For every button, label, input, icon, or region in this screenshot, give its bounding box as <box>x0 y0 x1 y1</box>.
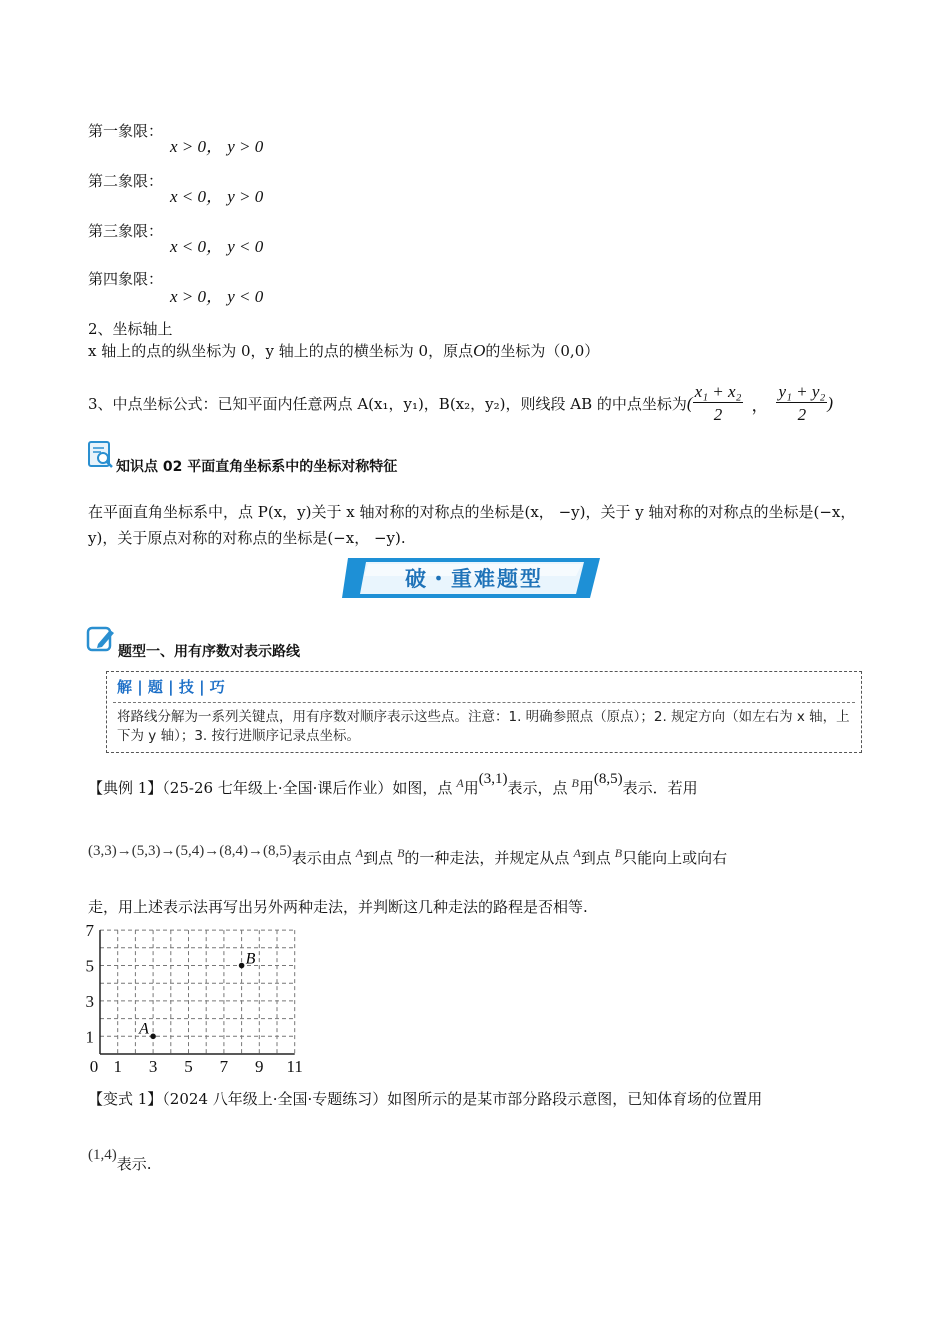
point-b-label: B <box>245 950 256 968</box>
point-a-label: A <box>139 1020 149 1038</box>
type-1-title: 题型一、用有序数对表示路线 <box>118 644 300 660</box>
quadrant-2-condition: x < 0， y > 0 <box>170 187 264 206</box>
fraction-x-denominator: 2 <box>713 405 723 424</box>
quadrant-3-label: 第三象限： <box>88 222 164 240</box>
y-tick-label: 5 <box>85 956 94 976</box>
midpoint-formula <box>88 382 833 425</box>
coord-a: (3,1) <box>478 771 508 787</box>
variant-1-line-1: 【变式 1】（2024 八年级上·全国·专题练习）如图所示的是某市部分路段示意图，已知体育场的位置用 <box>88 1090 763 1108</box>
axis-heading: 2、坐标轴上 <box>88 320 173 338</box>
axis-description-b: 的坐标为（0,0） <box>485 342 600 360</box>
point-b-dot <box>239 963 245 969</box>
example-1-text-c: 表示．若用 <box>622 779 698 797</box>
coord-b: (8,5) <box>593 771 623 787</box>
route-sequence: (3,3)→(5,3)→(5,4)→(8,4)→(8,5) <box>88 843 292 859</box>
quadrant-4-label: 第四象限： <box>88 270 164 288</box>
point-b-ref-3: B <box>614 846 623 860</box>
y-tick-label: 3 <box>85 991 94 1011</box>
tips-heading: 解 | 题 | 技 | 巧 <box>117 678 225 696</box>
midpoint-open-paren: ( <box>686 393 693 413</box>
fraction-y-numerator: y₁ + y₂ <box>778 382 826 401</box>
point-a-dot <box>150 1034 156 1040</box>
x-tick-label: 11 <box>286 1057 303 1076</box>
midpoint-text: 3、中点坐标公式：已知平面内任意两点 A(x₁，y₁)，B(x₂，y₂)，则线段 AB 的中点坐标为 <box>88 395 687 413</box>
midpoint-fraction-y <box>776 382 827 425</box>
origin-symbol: O <box>473 341 486 360</box>
example-1-dao-1: 到点 <box>363 849 394 867</box>
midpoint-close-paren: ) <box>827 393 834 413</box>
tips-divider <box>113 702 855 703</box>
x-tick-label: 5 <box>184 1057 193 1076</box>
midpoint-fraction-x <box>693 382 744 425</box>
example-1-text-d: 表示由点 <box>291 849 352 867</box>
knowledge-2-title: 知识点 02 平面直角坐标系中的坐标对称特征 <box>116 459 398 475</box>
quadrant-1-condition: x > 0， y > 0 <box>170 137 264 156</box>
example-1-yong-2: 用 <box>578 779 594 797</box>
axis-description-a: x 轴上的点的纵坐标为 0，y 轴上的点的横坐标为 0，原点 <box>88 342 474 360</box>
knowledge-icon <box>86 440 116 474</box>
grid-svg <box>82 924 312 1076</box>
x-tick-label: 7 <box>219 1057 229 1076</box>
example-1-line-3: 走，用上述表示法再写出另外两种走法，并判断这几种走法的路程是否相等. <box>88 898 588 916</box>
example-1-line-1 <box>88 760 698 807</box>
grid-figure <box>82 924 312 1076</box>
solving-tips-box <box>106 671 862 753</box>
x-tick-label: 3 <box>148 1057 158 1076</box>
fraction-y-denominator: 2 <box>797 405 807 424</box>
banner <box>340 552 608 602</box>
pencil-note-icon <box>86 624 116 658</box>
x-tick-label: 9 <box>255 1057 264 1076</box>
variant-1-text-b: 表示. <box>116 1155 152 1173</box>
y-tick-label: 7 <box>85 924 94 941</box>
x-tick-label: 1 <box>113 1057 122 1076</box>
example-1-text-f: 只能向上或向右 <box>622 849 728 867</box>
example-1-text-b: 表示，点 <box>507 779 568 797</box>
midpoint-comma: ， <box>751 396 769 415</box>
tips-body: 将路线分解为一系列关键点，用有序数对顺序表示这些点。注意：1. 明确参照点（原点）；2. 规定方向（如左右为 x 轴，上下为 y 轴）；3. 按行进顺序记录点坐标。 <box>117 709 850 744</box>
point-a-ref-2: A <box>355 846 364 860</box>
example-1-yong-1: 用 <box>463 779 479 797</box>
x-tick-label: 0 <box>89 1057 99 1076</box>
stadium-coord: (1,4) <box>88 1147 117 1163</box>
example-1-dao-2: 到点 <box>580 849 611 867</box>
point-b-ref: B <box>571 776 579 790</box>
example-1-line-2 <box>88 832 727 877</box>
point-a-ref-3: A <box>573 846 581 860</box>
fraction-x-numerator: x₁ + x₂ <box>694 382 742 401</box>
example-1-text-a: 【典例 1】（25-26 七年级上·全国·课后作业）如图，点 <box>88 779 453 797</box>
quadrant-2-label: 第二象限： <box>88 172 164 190</box>
banner-title: 破・重难题型 <box>405 567 543 591</box>
quadrant-1-label: 第一象限： <box>88 122 164 140</box>
example-1-text-e: 的一种走法，并规定从点 <box>404 849 570 867</box>
variant-1-line-2 <box>88 1136 152 1183</box>
point-a-ref: A <box>456 776 464 790</box>
quadrant-3-condition: x < 0， y < 0 <box>170 237 264 256</box>
axis-description <box>88 340 599 361</box>
quadrant-4-condition: x > 0， y < 0 <box>170 287 264 306</box>
knowledge-2-body: 在平面直角坐标系中，点 P(x，y)关于 x 轴对称的对称点的坐标是(x， −y)，关于 y 轴对称的对称点的坐标是(−x，y)，关于原点对称的对称点的坐标是(−x， −y). <box>88 503 856 547</box>
point-b-ref-2: B <box>397 846 405 860</box>
y-tick-label: 1 <box>85 1027 94 1047</box>
